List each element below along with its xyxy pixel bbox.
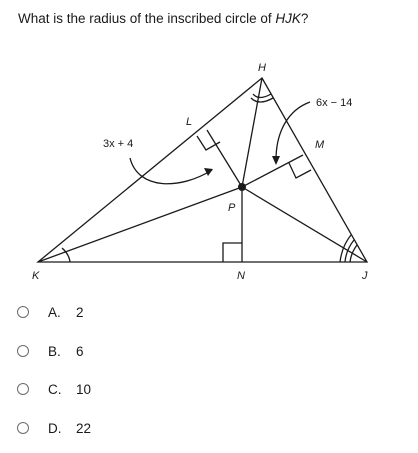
expression-hm: 6x − 14 [316,97,353,109]
choice-d[interactable] [17,418,91,438]
right-angle-mark-l [197,136,220,150]
choice-value: 22 [76,420,92,436]
choice-letter: B. [48,343,61,359]
segment-p-to-m [242,155,303,187]
choice-value: 10 [76,381,92,397]
arrow-3x-plus-4 [130,158,212,184]
right-angle-mark-m [289,163,311,178]
angle-arc-h [253,94,271,98]
incenter-point-p [238,183,246,191]
question-triangle-name: HJK [275,11,301,26]
choice-value: 6 [76,343,84,359]
segment-h-to-p [242,78,262,187]
radio-icon[interactable] [17,345,29,357]
choice-letter: A. [48,304,61,320]
label-j: J [362,270,368,282]
label-h: H [258,62,266,74]
label-n: N [237,270,245,282]
choice-value: 2 [76,304,84,320]
choice-letter: C. [48,381,62,397]
angle-arc-h-2 [251,98,273,102]
segment-k-to-p [38,187,242,262]
expression-kl: 3x + 4 [103,138,134,150]
arrowhead-6x-minus-14 [272,156,280,165]
label-m: M [315,139,325,151]
radio-icon[interactable] [17,306,29,318]
arrowhead-3x-plus-4 [204,168,213,176]
label-l: L [186,116,193,128]
question-suffix: ? [300,11,309,26]
question-prefix: What is the radius of the inscribed circle of [18,11,276,26]
label-p: P [228,202,236,214]
choice-a[interactable] [17,302,84,322]
right-angle-mark-n [223,243,242,262]
radio-icon[interactable] [17,422,29,434]
choice-b[interactable] [17,341,84,361]
label-k: K [32,270,40,282]
choice-letter: D. [48,420,62,436]
choice-c[interactable] [17,379,91,399]
segment-p-to-l [207,130,242,187]
radio-icon[interactable] [17,383,29,395]
